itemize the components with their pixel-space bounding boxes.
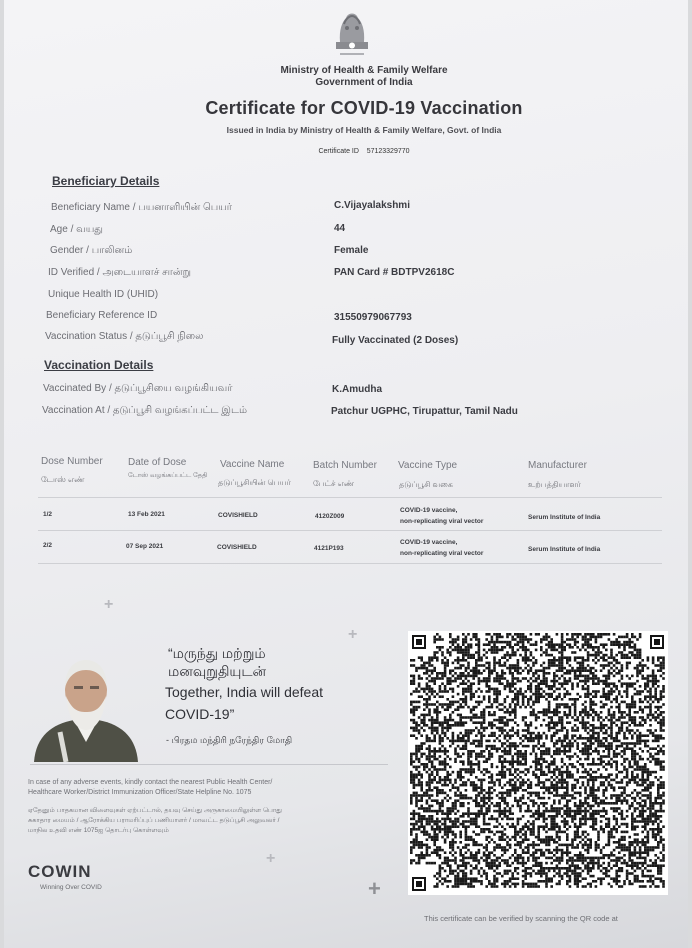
- cowin-logo: COWIN: [28, 862, 92, 881]
- plus-decoration-icon: +: [348, 626, 358, 643]
- col-vaccine-type: Vaccine Type: [398, 460, 458, 471]
- helpline-english-line-1: In case of any adverse events, kindly contact the nearest Public Health Center/: [28, 779, 273, 786]
- table-header-divider: [38, 497, 662, 498]
- row1-type-line1: COVID-19 vaccine,: [400, 507, 458, 514]
- col-dose-number-ta: டோஸ் எண்: [41, 475, 85, 484]
- table-bottom-divider: [38, 563, 662, 564]
- id-verified-label: ID Verified / அடையாளச் சான்று: [48, 267, 191, 278]
- id-verified-value: PAN Card # BDTPV2618C: [334, 267, 455, 278]
- row1-date: 13 Feb 2021: [128, 511, 165, 518]
- vaccinated-by-label: Vaccinated By / தடுப்பூசியை வழங்கியவர்: [43, 383, 233, 394]
- row2-vaccine: COVISHIELD: [217, 544, 257, 551]
- vaccination-status-label: Vaccination Status / தடுப்பூசி நிலை: [45, 331, 204, 342]
- quote-tamil-line-1: “மருந்து மற்றும்: [168, 645, 266, 661]
- row2-manufacturer: Serum Institute of India: [528, 546, 601, 553]
- row2-batch: 4121P193: [314, 545, 344, 552]
- row2-type-line1: COVID-19 vaccine,: [400, 539, 458, 546]
- col-dose-number: Dose Number: [41, 456, 103, 467]
- col-date-of-dose: Date of Dose: [128, 457, 187, 468]
- beneficiary-heading: Beneficiary Details: [52, 174, 160, 188]
- quote-attribution: - பிரதம மந்திரி நரேந்திர மோதி: [166, 735, 293, 745]
- col-manufacturer-ta: உற்பத்தியாளர்: [528, 480, 581, 489]
- beneficiary-name-label: Beneficiary Name / பயனாளியின் பெயர்: [51, 202, 233, 213]
- qr-finder-top-right: [650, 635, 664, 649]
- quote-tamil-line-2: மனவுறுதியுடன்: [168, 663, 267, 679]
- helpline-tamil-line-1: ஏதேனும் பாதகமான விளைவுகள் ஏற்பட்டால், தயவு செய்து அருகாமையிலுள்ள பொது: [28, 807, 282, 814]
- row1-dose: 1/2: [43, 511, 53, 518]
- row1-batch: 4120Z009: [315, 513, 345, 520]
- qr-modules: [410, 633, 665, 888]
- col-batch-number-ta: பேட்ச் எண்: [313, 479, 355, 488]
- qr-code: [408, 631, 668, 895]
- beneficiary-name-value: C.Vijayalakshmi: [334, 200, 410, 211]
- certificate-sheet: [4, 0, 688, 948]
- row1-vaccine: COVISHIELD: [218, 512, 258, 519]
- col-vaccine-name-ta: தடுப்பூசியின் பெயர்: [218, 478, 291, 487]
- vaccinated-at-value: Patchur UGPHC, Tirupattur, Tamil Nadu: [331, 406, 518, 417]
- reference-id-label: Beneficiary Reference ID: [46, 310, 158, 321]
- state-emblem-icon: [330, 4, 374, 62]
- certificate-id-label: Certificate ID: [318, 148, 359, 155]
- plus-decoration-icon: +: [266, 850, 276, 867]
- issued-by: Issued in India by Ministry of Health & Family Welfare, Govt. of India: [226, 125, 502, 135]
- col-vaccine-name: Vaccine Name: [220, 459, 285, 470]
- quote-english-line-2: COVID-19”: [165, 706, 235, 722]
- plus-decoration-icon: +: [104, 596, 114, 613]
- vaccinated-at-label: Vaccination At / தடுப்பூசி வழங்கப்பட்ட இடம்: [42, 405, 247, 416]
- col-batch-number: Batch Number: [313, 460, 377, 471]
- portrait-image: [30, 650, 142, 762]
- helpline-tamil-line-2: சுகாதார மையம் / ஆரோக்கிய பராமரிப்புப் பணியாளர் / மாவட்ட தடுப்பூசி அலுவலர் /: [28, 817, 280, 824]
- col-vaccine-type-ta: தடுப்பூசி வகை: [399, 480, 453, 489]
- helpline-english: [28, 778, 388, 798]
- col-manufacturer: Manufacturer: [528, 460, 587, 471]
- row1-type-line2: non-replicating viral vector: [400, 518, 484, 525]
- table-row-divider: [38, 530, 662, 531]
- quote-english-line-1: Together, India will defeat: [165, 684, 323, 700]
- helpline-tamil: [28, 806, 388, 836]
- ministry-heading: [204, 65, 524, 89]
- vaccinated-by-value: K.Amudha: [332, 384, 382, 395]
- uhid-label: Unique Health ID (UHID): [48, 289, 159, 300]
- plus-decoration-icon: +: [368, 876, 381, 901]
- ministry-line-1: Ministry of Health & Family Welfare: [280, 65, 448, 76]
- row2-dose: 2/2: [43, 542, 53, 549]
- vaccination-heading: Vaccination Details: [44, 358, 154, 372]
- row1-manufacturer: Serum Institute of India: [528, 514, 601, 521]
- row2-type-line2: non-replicating viral vector: [400, 550, 484, 557]
- age-value: 44: [334, 223, 346, 234]
- ministry-line-2: Government of India: [315, 77, 413, 88]
- reference-id-value: 31550979067793: [334, 312, 412, 323]
- verify-note: This certificate can be verified by scanning the QR code at: [424, 914, 618, 923]
- gender-value: Female: [334, 245, 369, 256]
- cowin-tagline: Winning Over COVID: [40, 884, 102, 891]
- qr-finder-bottom-left: [412, 877, 426, 891]
- qr-finder-top-left: [412, 635, 426, 649]
- helpline-english-line-2: Healthcare Worker/District Immunization Officer/State Helpline No. 1075: [28, 789, 252, 796]
- vaccination-status-value: Fully Vaccinated (2 Doses): [332, 335, 459, 346]
- col-date-of-dose-ta: டோஸ் வழங்கப்பட்ட தேதி: [128, 472, 208, 479]
- certificate-id-value: 57123329770: [366, 148, 410, 155]
- age-label: Age / வயது: [50, 224, 103, 235]
- row2-date: 07 Sep 2021: [126, 543, 164, 550]
- gender-label: Gender / பாலினம்: [50, 245, 133, 256]
- message-divider: [30, 764, 388, 765]
- helpline-tamil-line-3: மாநில உதவி எண் 1075ஐ தொடர்பு கொள்ளவும்: [28, 827, 169, 834]
- certificate-id-line: [204, 148, 524, 155]
- certificate-title: Certificate for COVID-19 Vaccination: [205, 98, 523, 118]
